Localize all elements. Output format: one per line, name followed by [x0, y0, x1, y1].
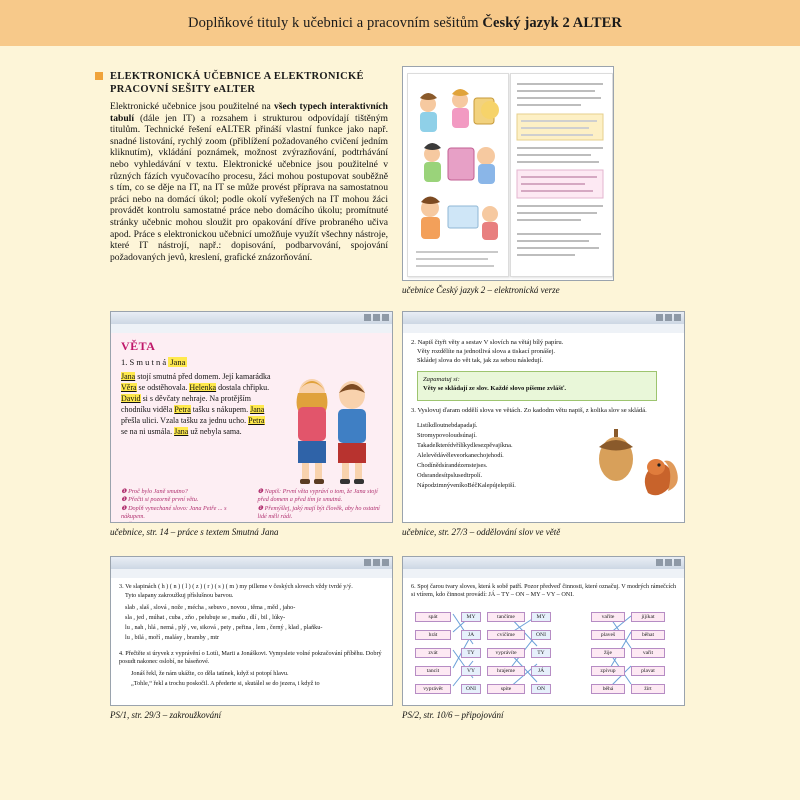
ps2-word-cell[interactable]: cvičíme [487, 630, 525, 640]
veta-frame [110, 311, 393, 523]
ps2-word-cell[interactable]: běhat [631, 630, 665, 640]
veta-subtitle-prefix: 1. S m u t n á [121, 357, 169, 367]
veta-body [111, 333, 392, 523]
highlighted-name: Věra [121, 383, 137, 392]
ps2-word-cell[interactable]: žije [591, 648, 625, 658]
ps2-body [403, 578, 684, 706]
figure-ebook-spread [402, 66, 614, 296]
ps2-word-cell[interactable]: hrát [415, 630, 451, 640]
ps2-word-cell[interactable]: ON [531, 684, 551, 694]
ps2-word-cell[interactable]: hrajeme [487, 666, 525, 676]
section-paragraph: Elektronické učebnice jsou použitelné na všech typech interaktivních tabulí (dále jen IT) a rozsahem i strukturou odpovídají tištěným titulům. Technické řešení eALTER přináší vlastní funkce jako např. snadné listování, rychlý zoom (přiblížení požadovaného cvičení jedním kliknutím), vkládání poznámek, možnost zvýrazňování, podtrhávání nebo vyhledávání v textu. Elektronické učebnice jsou použitelné v různých fázích vyučovacího procesu, žáci mohou postupovat souběžně s tím, co se děje na IT, na IT se může provést příprava na samostatnou práci nebo na domácí úkol; podle okolí vyřešených na IT mohou žáci provádět kontrolu samostatné práce nebo domácího úkolu; promítnuté stránky učebnic mohou sloužit pro opakování dříve probraného učiva apod. Práce s elektronickou učebnicí umožňuje využít všechny nástroje, které IT nástrojí, např.: dopisování, podbarvování, spojování požadovaných jevů, kreslení, grafické znázorňování. [110, 101, 388, 263]
section-bullet-icon [95, 72, 103, 80]
slabiky-row: NápodzimnýveníkoBéčKalepújelepiší. [417, 482, 516, 489]
highlighted-name: Jana [250, 405, 265, 414]
remember-box-label: Zapamatuj si: [423, 376, 460, 383]
slabiky-row: Takadelkterédvřílíkydlesezpěvajíkna. [417, 442, 513, 449]
slabiky-q2-line1: 2. Napiš čtyři věty a sestav V slovích na větáj bílý papíru. [411, 339, 564, 346]
veta-task-item [121, 522, 248, 523]
ebook-illustration-left [408, 74, 506, 274]
highlighted-name: Jana [174, 427, 189, 436]
slabiky-q2-line2: Věty rozdělíte na jednotlivá slova a tiskací pronášej. [417, 348, 556, 355]
figure-ps1 [110, 556, 393, 721]
veta-task-item: ❶ Doplň vynechané slovo: Jana Petře ... s nákupem. [121, 504, 227, 521]
veta-title: VĚTA [121, 339, 156, 353]
veta-task-item: ❶ Přemýšlej, jaký mají být člověk, aby ho ostatní lidé měli rádi. [257, 504, 380, 521]
figure-veta [110, 311, 393, 538]
slabiky-row: Stromypovoloudsúnají. [417, 432, 477, 439]
ps2-word-cell[interactable]: JA [461, 630, 481, 640]
figure-caption: učebnice, str. 27/3 – oddělování slov ve větě [402, 527, 561, 537]
veta-subtitle-highlight: Jana [170, 357, 186, 367]
ps2-word-cell[interactable]: vyprávíte [487, 648, 525, 658]
ps1-line7: 4. Přečtěte si úryvek z vyprávění o Lotíi, Marii a Jonáškovi. Vymyslete volné pokračování příběhu. Dobrý posudt nakonec oslobí, ne báseňové. [119, 650, 382, 666]
veta-task-item: ❶ Napiš: První věta vypráví o tom, že Jana stojí před domem a před tím je smutná. [257, 488, 378, 504]
ps2-word-cell[interactable]: TY [531, 648, 551, 658]
remember-box-text: Věty se skládají ze slov. Každé slovo píšeme zvlášť. [423, 385, 566, 392]
figure-caption: PS/2, str. 10/6 – připojování [402, 710, 504, 720]
ps1-line1: 3. Ve slapinách ( h ) ( n ) ( l ) ( z ) ( r ) ( s ) ( m ) my pilleme v českých slovech vždy tvrdé y/ý. [119, 583, 353, 590]
ps2-frame [402, 556, 685, 706]
ps1-line9: „Tohle,“ řekl a trochu poskočil. A přederte si, skutálel se do jezera, i když to [131, 680, 320, 687]
slabiky-row: Alelevědávěleveorkanechojehodí. [417, 452, 504, 459]
ps2-word-cell[interactable]: vaříte [591, 612, 625, 622]
highlighted-name: Jana [121, 372, 136, 381]
ps2-word-cell[interactable]: jíjíkat [631, 612, 665, 622]
section-title-line1: ELEKTRONICKÁ UČEBNICE A ELEKTRONICKÉ [110, 71, 364, 82]
ps2-word-cell[interactable]: VY [461, 666, 481, 676]
ps2-word-cell[interactable]: plavat [631, 666, 665, 676]
ps2-word-cell[interactable]: spát [415, 612, 451, 622]
ps2-word-cell[interactable]: JÁ [531, 666, 551, 676]
slabiky-rows [417, 421, 567, 491]
slabiky-row: Chodínědsírandézenstejses. [417, 462, 488, 469]
ps2-word-cell[interactable]: plaveš [591, 630, 625, 640]
section-title [110, 70, 380, 96]
ps2-word-cell[interactable]: spíte [487, 684, 525, 694]
veta-paragraph: Jana stojí smutná před domem. Její kamarádka Věra se odstěhovala. Helenka dostala chřipku. David si s děvčaty nehraje. Na protějším chodníku viděla Petra tašku s nákupem. Jana přešla ulici. Vzala tašku za jednu ucho. Petra se na ni usmála. Jana už nebyla sama. [121, 372, 271, 436]
slabiky-body [403, 333, 684, 523]
ps1-line5: lu , nah , hlá , nemá , plý , ve, siková , pety , peřina , lem , černý , klad , plaňku- [125, 624, 323, 631]
ps1-line8: Jonáš řekl, že nám ukážte, co děla tatínek, když si potopí hlavu. [131, 670, 289, 677]
ebook-illustration-right [511, 74, 610, 274]
ebook-right-page [510, 73, 613, 277]
ps1-line4: sla , jed , múhat , cuba , zňo , pelubuje se , maňu , dlí , bil , lúky- [125, 614, 286, 621]
ps2-word-cell[interactable]: vyprávět [415, 684, 451, 694]
slabiky-frame [402, 311, 685, 523]
figure-slabiky [402, 311, 685, 538]
ps2-word-cell[interactable]: běhá [591, 684, 625, 694]
ps2-word-cell[interactable]: vařit [631, 648, 665, 658]
ps1-line6: lu , bilá , moří , malásy , bramby , mtr [125, 634, 219, 641]
content-area [95, 56, 715, 756]
ps2-word-cell[interactable]: MY [461, 612, 481, 622]
ps2-word-cell[interactable]: ONI [531, 630, 551, 640]
highlighted-name: Petra [248, 416, 265, 425]
page-title-bold: Český jazyk 2 ALTER [482, 15, 622, 31]
section-title-line2: PRACOVNÍ SEŠITY eALTER [110, 84, 256, 95]
ps2-word-cell[interactable]: tančíme [487, 612, 525, 622]
veta-task-item: ❶ Proč bylo Janě smutno? [121, 488, 188, 495]
page-title [95, 9, 715, 37]
ps2-word-cell[interactable]: zpívup [591, 666, 625, 676]
highlighted-name: Helenka [189, 383, 217, 392]
remember-box [417, 371, 657, 401]
figure-caption: PS/1, str. 29/3 – zakroužkování [110, 710, 222, 720]
acorn-squirrel-illustration [588, 413, 678, 513]
ps2-word-cell[interactable]: zvát [415, 648, 451, 658]
ebook-frame [402, 66, 614, 281]
ps2-word-cell[interactable]: TY [461, 648, 481, 658]
ps1-body [111, 578, 392, 706]
veta-subtitle [121, 357, 187, 367]
slabiky-q2-line3: Skládej slova do vět tak, jak za sebou následují. [417, 357, 543, 364]
ps2-task: 6. Spoj čarou tvary sloves, která k sobě patří. Pozor předveď činnosti, které označuj. V modrých rámečcích si vtírem, kdo činnost provádí: JÁ – TY – ON – MY – VY – ONI. [411, 583, 677, 599]
slabiky-row: Listíkdloutnebdapadají. [417, 422, 478, 429]
figure-ps2 [402, 556, 685, 721]
page-title-prefix: Doplňkové tituly k učebnici a pracovním sešitům [188, 15, 483, 31]
highlighted-name: David [121, 394, 141, 403]
veta-task-item: ❶ Přečti si pozorně první větu. [121, 496, 199, 504]
highlighted-name: Petra [174, 405, 191, 414]
veta-illustration [276, 367, 388, 485]
figure-caption: učebnice, str. 14 – práce s textem Smutná Jana [110, 527, 279, 537]
ps2-word-cell[interactable]: MY [531, 612, 551, 622]
slabiky-q3: 3. Vyslovuj ďaram oddělí slova ve větách. Zo kadodm větu napiš, z kolika slov se skládá. [411, 407, 647, 414]
veta-task-item [258, 522, 385, 523]
slabiky-row: Odsrandesítpslusedtrpolí. [417, 472, 483, 479]
ps2-word-cell[interactable]: žírt [631, 684, 665, 694]
veta-task-list [121, 488, 384, 523]
ebook-left-page [407, 73, 509, 277]
ps1-line3: slab , slaš , slová , nože , mécha , sebuvo , novou , těma , měd , jaho- [125, 604, 296, 611]
ps1-frame [110, 556, 393, 706]
ps2-word-cell[interactable]: ONI [461, 684, 481, 694]
figure-caption: učebnice Český jazyk 2 – elektronická verze [402, 285, 560, 295]
ps1-line2: Tyto slapany zakroužkuj příslušnou barvou. [125, 592, 234, 599]
ps2-word-cell[interactable]: tancit [415, 666, 451, 676]
